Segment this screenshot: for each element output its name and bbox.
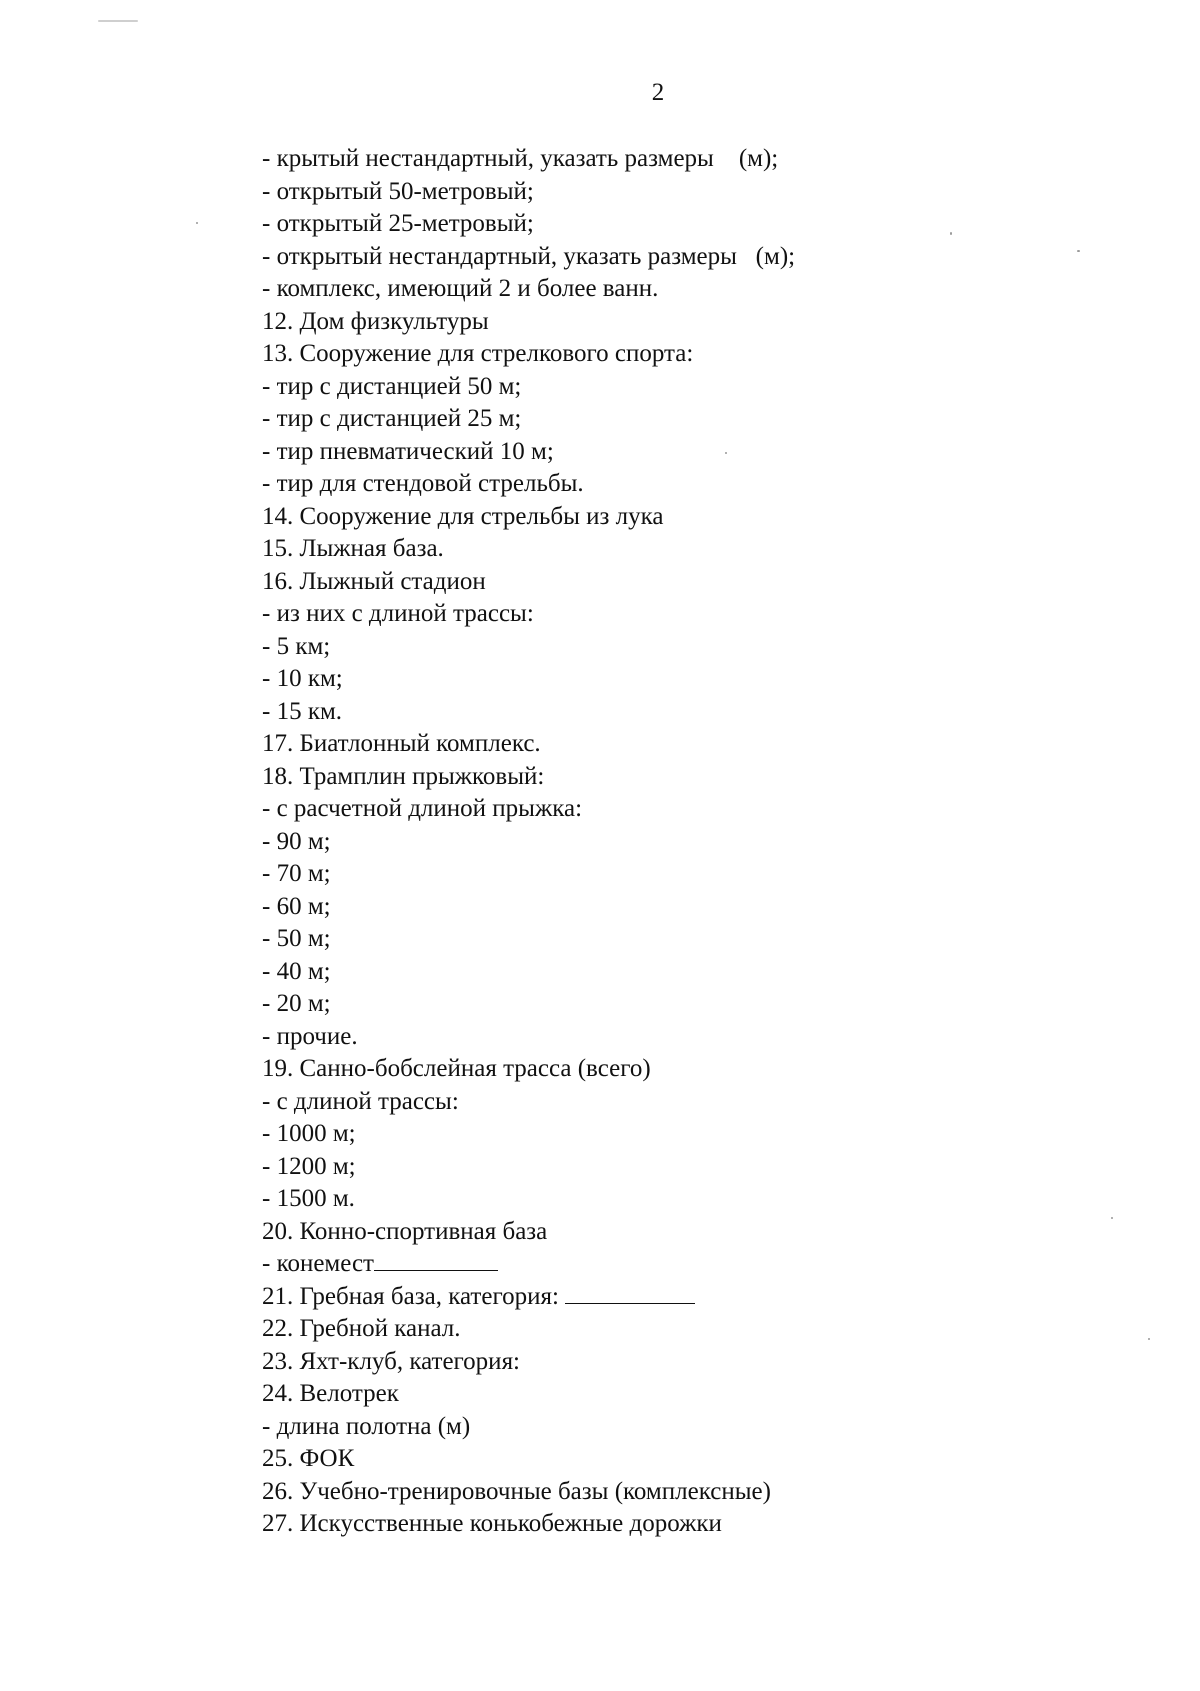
list-line: - тир пневматический 10 м; [262, 437, 554, 465]
list-line: - 1500 м. [262, 1185, 355, 1212]
list-line: 25. ФОК [262, 1445, 355, 1472]
list-line: - 5 км; [262, 632, 331, 660]
list-line: - 1000 м; [262, 1120, 356, 1147]
list-line: - с длиной трассы: [262, 1087, 459, 1115]
list-line: 23. Яхт-клуб, категория: [262, 1347, 521, 1375]
list-line: 13. Сооружение для стрелкового спорта: [262, 340, 694, 367]
list-line: - тир с дистанцией 25 м; [262, 405, 522, 432]
scan-speck [1148, 1338, 1150, 1340]
list-line: 14. Сооружение для стрельбы из лука [262, 502, 664, 530]
list-line: - прочие. [262, 1022, 358, 1050]
list-line: 26. Учебно-тренировочные базы (комплексные) [262, 1477, 771, 1505]
list-line: 18. Трамплин прыжковый: [262, 762, 545, 790]
scan-speck [950, 232, 952, 235]
scan-speck [1077, 250, 1080, 252]
list-line: - 90 м; [262, 827, 331, 855]
list-line: - 1200 м; [262, 1152, 356, 1180]
list-line: 22. Гребной канал. [262, 1315, 461, 1342]
fill-in-blank [374, 1248, 498, 1271]
list-line: - 50 м; [262, 925, 331, 952]
page-number: 2 [651, 79, 665, 106]
list-line-with-blank [262, 1248, 962, 1281]
list-line: 15. Лыжная база. [262, 535, 444, 562]
list-line: - комплекс, имеющий 2 и более ванн. [262, 275, 659, 302]
list-line: 19. Санно-бобслейная трасса (всего) [262, 1055, 651, 1082]
list-line: 17. Биатлонный комплекс. [262, 730, 541, 757]
list-line: - длина полотна (м) [262, 1412, 471, 1440]
list-line: - крытый нестандартный, указать размеры (м); [262, 145, 779, 172]
list-line-text: 21. Гребная база, категория: [262, 1282, 559, 1310]
list-line: - 15 км. [262, 697, 343, 725]
list-line: - 40 м; [262, 957, 331, 985]
list-line: - 20 м; [262, 990, 331, 1017]
scan-speck [196, 222, 198, 224]
scan-speck [725, 452, 727, 454]
list-line: - 10 км; [262, 665, 343, 692]
list-line: - из них с длиной трассы: [262, 600, 534, 627]
list-line: - с расчетной длиной прыжка: [262, 795, 583, 822]
fill-in-blank [565, 1281, 695, 1304]
list-line: 12. Дом физкультуры [262, 307, 489, 335]
document-body [262, 143, 962, 1541]
list-line: 24. Велотрек [262, 1380, 399, 1407]
list-line-with-blank [262, 1281, 962, 1314]
list-line: 16. Лыжный стадион [262, 567, 486, 595]
list-line: - открытый нестандартный, указать размеры (м); [262, 242, 796, 270]
scan-speck [98, 20, 138, 22]
list-line: - открытый 25-метровый; [262, 210, 534, 237]
list-line-text: - конемест [262, 1250, 374, 1277]
list-line: 27. Искусственные конькобежные дорожки [262, 1510, 722, 1537]
list-line: 20. Конно-спортивная база [262, 1217, 548, 1245]
list-line: - открытый 50-метровый; [262, 177, 534, 205]
list-line: - тир для стендовой стрельбы. [262, 470, 584, 497]
list-line: - 70 м; [262, 860, 331, 887]
list-line: - тир с дистанцией 50 м; [262, 372, 522, 400]
list-line: - 60 м; [262, 892, 331, 920]
scan-speck [1111, 1217, 1113, 1219]
